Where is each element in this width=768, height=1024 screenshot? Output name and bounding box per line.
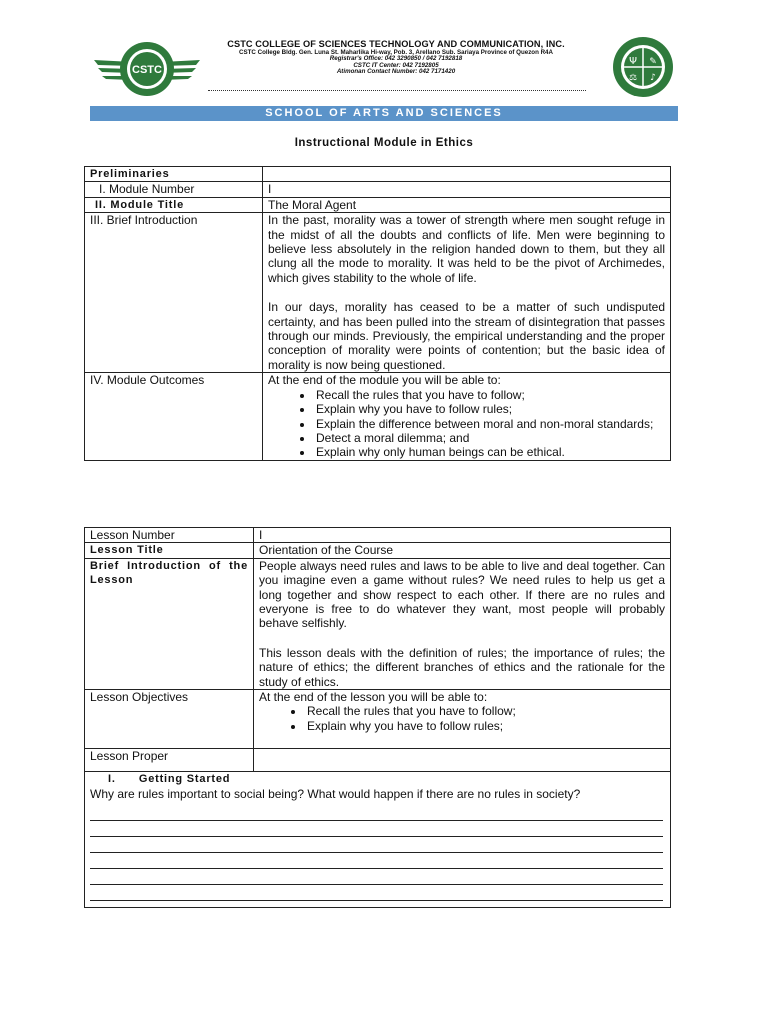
module-outcomes-label: IV. Module Outcomes [85, 373, 263, 460]
lesson-proper-label: Lesson Proper [85, 749, 254, 772]
table-row [85, 558, 671, 689]
answer-line[interactable] [90, 853, 663, 869]
list-item: • Explain why you have to follow rules; [314, 402, 665, 416]
module-outcomes-intro: At the end of the module you will be able to: [268, 373, 501, 388]
brief-intro-paragraph-2: In our days, morality has ceased to be a matter of such undisputed certainty, and has been pulled into the stream of disintegration that passes through our minds. Previously, the empirical understanding and the proper conception of morality were points of contention; but the basic idea of morality is now being questioned. [268, 300, 665, 372]
table-row [85, 373, 671, 460]
module-number-value: I [263, 182, 671, 197]
brief-intro-label: III. Brief Introduction [85, 213, 263, 373]
list-item: • Recall the rules that you have to follow; [314, 388, 665, 402]
module-outcomes-list [268, 388, 665, 460]
table-row [85, 213, 671, 373]
table-row [85, 690, 671, 749]
answer-line[interactable] [90, 805, 663, 821]
svg-text:♪: ♪ [650, 73, 656, 83]
svg-text:✎: ✎ [649, 57, 657, 67]
table-row [85, 528, 671, 543]
preliminaries-heading: Preliminaries [85, 167, 263, 182]
lesson-objectives-label: Lesson Objectives [85, 690, 254, 749]
registrar-contact: Registrar's Office: 042 3290850 / 042 7192818 [329, 55, 463, 63]
answer-line[interactable] [90, 869, 663, 885]
logo-text: CSTC [132, 64, 162, 76]
list-item: • Recall the rules that you have to follow; [305, 704, 665, 718]
getting-started-heading: I. Getting Started [108, 773, 231, 786]
table-row [85, 182, 671, 197]
document-title: Instructional Module in Ethics [294, 137, 474, 149]
school-banner: SCHOOL OF ARTS AND SCIENCES [90, 106, 678, 121]
svg-text:Ψ: Ψ [629, 56, 637, 67]
list-item: • Explain why you have to follow rules; [305, 719, 665, 733]
cstc-logo [92, 40, 202, 98]
lesson-intro-paragraph-2: This lesson deals with the definition of rules; the importance of rules; the nature of ethics; the different branches of ethics and the rationale for the study of ethics. [259, 645, 665, 689]
list-item: • Explain the difference between moral and non-moral standards; [314, 417, 665, 431]
arts-sciences-seal [606, 36, 680, 98]
brief-intro-text [263, 213, 671, 373]
lesson-intro-paragraph-1: People always need rules and laws to be able to live and deal together. Can you imagine even a game without rules? We need rules to help us get a long together and show respect to each other. If there are no rules and everyone is free to do whatever they want, most people will probably behave selfishly. [259, 558, 665, 631]
empty-cell [254, 749, 671, 772]
getting-started-cell [85, 772, 671, 908]
table-row [85, 772, 671, 908]
lesson-objectives-list [259, 704, 665, 733]
lesson-intro-text [254, 558, 671, 689]
lesson-title-label: Lesson Title [85, 543, 254, 558]
institution-address: CSTC College Bldg. Gen. Luna St. Maharlika Hi-way, Pob. 3, Arellano Sub. Sariaya Province of Quezon R4A [239, 48, 553, 56]
module-outcomes-cell [263, 373, 671, 460]
table-row [85, 167, 671, 182]
table-row [85, 197, 671, 212]
atimonan-contact: Atimonan Contact Number: 042 7171420 [336, 68, 456, 76]
module-title-value: The Moral Agent [263, 197, 671, 212]
answer-lines [90, 805, 665, 901]
answer-line[interactable] [90, 885, 663, 901]
institution-header [200, 40, 592, 76]
preliminaries-table [84, 166, 671, 461]
lesson-intro-label: Brief Introduction of the Lesson [85, 558, 254, 689]
lesson-title-value: Orientation of the Course [254, 543, 671, 558]
module-title-label: II. Module Title [85, 197, 263, 212]
getting-started-question: Why are rules important to social being? What would happen if there are no rules in society? [90, 786, 581, 801]
lesson-objectives-intro: At the end of the lesson you will be able to: [259, 690, 488, 705]
empty-cell [263, 167, 671, 182]
lesson-objectives-cell [254, 690, 671, 749]
header-divider [208, 90, 586, 91]
list-item: • Detect a moral dilemma; and [314, 431, 665, 445]
brief-intro-paragraph-1: In the past, morality was a tower of strength where men sought refuge in the midst of all the doubts and conflicts of life. Men were beginning to believe less absolutely in the religion handed down to them, but they all clung all the mode to morality. It was held to be the pivot of Archimedes, which gives stability to the whole of life. [268, 213, 665, 285]
it-center-contact: CSTC IT Center: 042 7192805 [353, 61, 439, 69]
lesson-table [84, 527, 671, 908]
module-number-label: I. Module Number [85, 182, 263, 197]
institution-name: CSTC COLLEGE OF SCIENCES TECHNOLOGY AND COMMUNICATION, INC. [227, 39, 565, 49]
lesson-number-value: I [254, 528, 671, 543]
lesson-number-label: Lesson Number [85, 528, 254, 543]
table-row [85, 543, 671, 558]
answer-line[interactable] [90, 837, 663, 853]
svg-text:⚖: ⚖ [628, 73, 638, 83]
table-row [85, 749, 671, 772]
list-item: • Explain why only human beings can be ethical. [314, 445, 665, 459]
answer-line[interactable] [90, 821, 663, 837]
